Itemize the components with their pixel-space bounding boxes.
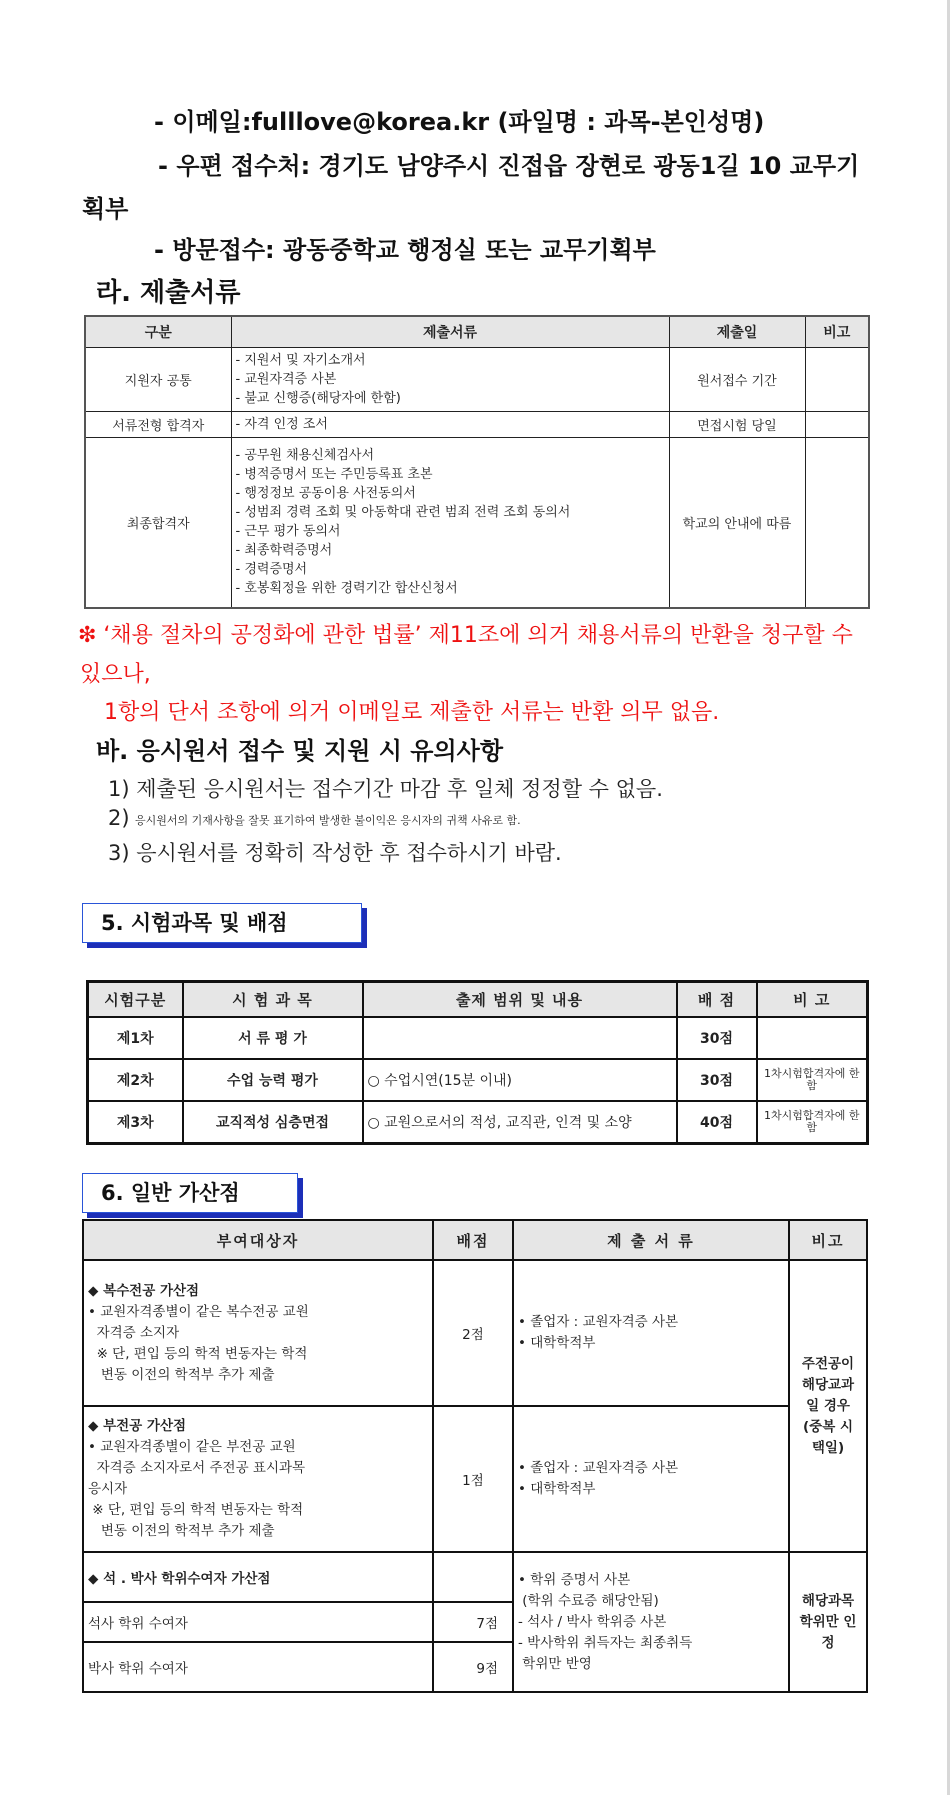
table-row [88,1017,868,1059]
minor-criteria [83,1406,433,1552]
exam-note [757,1017,868,1059]
row-category: 서류전형 합격자 [85,412,231,438]
table-row [88,1101,868,1144]
degree-title: ◆ 석 . 박사 학위수여자 가산점 [83,1552,433,1602]
doc-item: (학위 수료증 해당안됨) [518,1592,659,1609]
col-header: 배점 [433,1220,513,1260]
caution-item-2-number: 2) [108,806,130,830]
row-date: 면접시험 당일 [669,412,805,438]
docs-section-title: 라. 제출서류 [96,278,241,308]
doc-item: • 졸업자 : 교원자격증 사본 [518,1460,679,1476]
exam-section-title: 5. 시험과목 및 배점 [82,903,362,943]
exam-table [86,980,869,1145]
table-row [83,1406,867,1552]
row-note [805,438,869,608]
table-row [85,348,869,412]
exam-note: 1차시험합격자에 한함 [757,1059,868,1101]
row-date: 학교의 안내에 따름 [669,438,805,608]
exam-round: 제2차 [88,1059,183,1101]
double-major-title: ◆ 복수전공 가산점 [88,1282,200,1299]
doc-item: 학위만 반영 [518,1655,592,1672]
table-row [83,1260,867,1406]
row-category: 지원자 공통 [85,348,231,412]
doc-item: - 병적증명서 또는 주민등록표 초본 [235,467,433,483]
doc-item: • 학위 증명서 사본 [518,1571,631,1588]
col-header: 비고 [789,1220,867,1260]
exam-score: 30점 [677,1017,757,1059]
criteria-line: 응시자 [88,1481,128,1497]
table-row [83,1552,867,1602]
bonus-section-title: 6. 일반 가산점 [82,1173,298,1213]
row-category: 최종합격자 [85,438,231,608]
table-row [85,438,869,608]
post-line-2: 획부 [82,195,129,223]
criteria-line: 변동 이전의 학적부 추가 제출 [88,1366,275,1383]
col-header: 출제 범위 및 내용 [363,982,677,1018]
col-header: 비고 [805,316,869,348]
col-header: 제출서류 [231,316,669,348]
row-docs [231,438,669,608]
degree-docs [513,1552,789,1692]
col-header: 구분 [85,316,231,348]
master-score: 7점 [433,1602,513,1642]
notice-line-2: 있으나, [80,662,151,687]
doc-item: • 졸업자 : 교원자격증 사본 [518,1314,679,1330]
exam-round: 제3차 [88,1101,183,1144]
exam-score: 40점 [677,1101,757,1144]
doc-item: - 성범죄 경력 조회 및 아동학대 관련 범죄 전력 조회 동의서 [235,505,571,521]
bonus-table [82,1219,868,1693]
exam-note: 1차시험합격자에 한함 [757,1101,868,1144]
minor-title: ◆ 부전공 가산점 [88,1418,187,1434]
email-line: - 이메일:fulllove@korea.kr (파일명 : 과목-본인성명) [154,108,765,136]
exam-subject: 서 류 평 가 [183,1017,363,1059]
minor-score: 1점 [433,1406,513,1552]
double-major-criteria [83,1260,433,1406]
caution-title: 바. 응시원서 접수 및 지원 시 유의사항 [96,737,504,765]
row-date: 원서접수 기간 [669,348,805,412]
row-note [805,412,869,438]
post-line-1: - 우편 접수처: 경기도 남양주시 진접읍 장현로 광동1길 10 교무기 [158,152,860,180]
caution-item-3: 3) 응시원서를 정확히 작성한 후 접수하시기 바람. [108,841,562,865]
table-row [88,1059,868,1101]
doc-item: - 자격 인정 조서 [235,417,328,432]
row-docs [231,348,669,412]
notice-line-3: 1항의 단서 조항에 의거 이메일로 제출한 서류는 반환 의무 없음. [104,700,720,725]
doc-item: - 지원서 및 자기소개서 [235,353,366,368]
exam-scope: ○ 교원으로서의 적성, 교직관, 인격 및 소양 [363,1101,677,1144]
criteria-line: • 교원자격종별이 같은 부전공 교원 [88,1439,296,1455]
doc-item: - 불교 신행증(해당자에 한함) [235,391,401,406]
doc-item: - 행정정보 공동이용 사전동의서 [235,486,416,502]
table-row [85,412,869,438]
row-docs [231,412,669,438]
exam-subject: 교직적성 심층면접 [183,1101,363,1144]
col-header: 부여대상자 [83,1220,433,1260]
doctor-label: 박사 학위 수여자 [83,1642,433,1692]
col-header: 시 험 과 목 [183,982,363,1018]
doc-item: - 공무원 채용신체검사서 [235,448,375,464]
double-major-docs [513,1260,789,1406]
doc-item: - 석사 / 박사 학위증 사본 [518,1613,667,1630]
col-header: 제 출 서 류 [513,1220,789,1260]
double-major-score: 2점 [433,1260,513,1406]
doctor-score: 9점 [433,1642,513,1692]
exam-scope: ○ 수업시연(15분 이내) [363,1059,677,1101]
col-header: 시험구분 [88,982,183,1018]
doc-item: - 최종학력증명서 [235,543,333,559]
row-note [805,348,869,412]
criteria-line: ※ 단, 편입 등의 학적 변동자는 학적 [88,1345,308,1362]
criteria-line: 자격증 소지자 [88,1324,180,1341]
criteria-line: • 교원자격종별이 같은 복수전공 교원 [88,1303,309,1320]
doc-item: - 경력증명서 [235,562,308,578]
master-label: 석사 학위 수여자 [83,1602,433,1642]
degree-note: 해당과목학위만 인정 [789,1552,867,1692]
exam-round: 제1차 [88,1017,183,1059]
caution-item-2-text: 응시원서의 기재사항을 잘못 표기하여 발생한 불이익은 응시자의 귀책 사유로 함. [135,814,521,827]
doc-item: - 호봉획정을 위한 경력기간 합산신청서 [235,581,458,597]
criteria-line: 자격증 소지자로서 주전공 표시과목 [88,1460,306,1476]
visit-line: - 방문접수: 광동중학교 행정실 또는 교무기획부 [154,236,656,264]
doc-item: - 근무 평가 동의서 [235,524,341,540]
col-header: 배 점 [677,982,757,1018]
notice-line-1: ❇ ‘채용 절차의 공정화에 관한 법률’ 제11조에 의거 채용서류의 반환을 청구할 수 [78,623,853,648]
caution-item-1: 1) 제출된 응시원서는 접수기간 마감 후 일체 정정할 수 없음. [108,777,663,801]
documents-table [84,315,870,609]
major-note: 주전공이 해당교과일 경우 (중복 시 택일) [789,1260,867,1552]
criteria-line: ※ 단, 편입 등의 학적 변동자는 학적 [88,1502,304,1518]
exam-scope [363,1017,677,1059]
exam-subject: 수업 능력 평가 [183,1059,363,1101]
criteria-line: 변동 이전의 학적부 추가 제출 [88,1523,275,1539]
doc-item: • 대학학적부 [518,1335,596,1351]
col-header: 비 고 [757,982,868,1018]
col-header: 제출일 [669,316,805,348]
doc-item: • 대학학적부 [518,1481,596,1497]
doc-item: - 박사학위 취득자는 최종취득 [518,1634,693,1651]
minor-docs [513,1406,789,1552]
exam-score: 30점 [677,1059,757,1101]
doc-item: - 교원자격증 사본 [235,372,337,387]
